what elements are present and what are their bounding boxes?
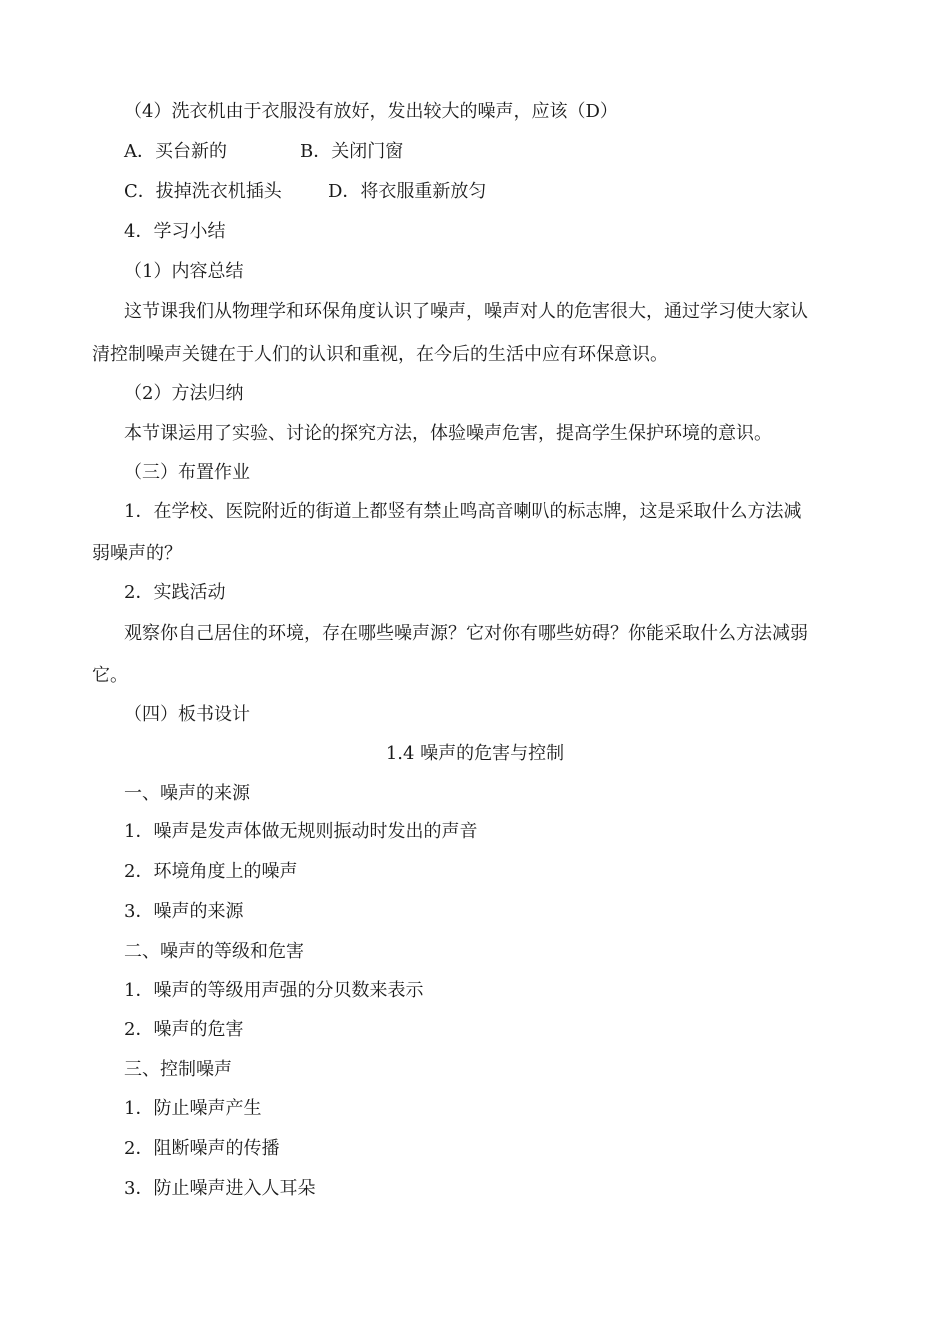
- board-section-1-item-3: 3．噪声的来源: [124, 901, 244, 922]
- option-d: D．将衣服重新放匀: [328, 181, 487, 202]
- board-section-2: 二、噪声的等级和危害: [124, 941, 304, 962]
- board-section-3-item-2: 2．阻断噪声的传播: [124, 1138, 280, 1159]
- content-summary-line-1: 这节课我们从物理学和环保角度认识了噪声，噪声对人的危害很大，通过学习使大家认: [124, 301, 808, 322]
- homework-item-1-line-2: 弱噪声的？: [92, 543, 182, 564]
- summary-heading: 4．学习小结: [124, 221, 226, 242]
- method-summary-text: 本节课运用了实验、讨论的探究方法，体验噪声危害，提高学生保护环境的意识。: [124, 423, 772, 444]
- homework-item-2-line-1: 观察你自己居住的环境，存在哪些噪声源？它对你有哪些妨碍？你能采取什么方法减弱: [124, 623, 808, 644]
- homework-item-2-heading: 2．实践活动: [124, 582, 226, 603]
- option-a: A．买台新的: [124, 141, 227, 162]
- question-4-options-row-1: [124, 140, 403, 164]
- homework-heading: （三）布置作业: [124, 462, 250, 483]
- content-summary-line-2: 清控制噪声关键在于人们的认识和重视，在今后的生活中应有环保意识。: [92, 344, 668, 365]
- question-4-stem: （4）洗衣机由于衣服没有放好，发出较大的噪声，应该（D）: [124, 101, 618, 122]
- board-section-3-item-1: 1．防止噪声产生: [124, 1098, 262, 1119]
- homework-item-1-line-1: 1．在学校、医院附近的街道上都竖有禁止鸣高音喇叭的标志牌，这是采取什么方法减: [124, 501, 802, 522]
- option-b: B．关闭门窗: [300, 141, 404, 162]
- board-section-1-item-2: 2．环境角度上的噪声: [124, 861, 298, 882]
- board-title: 1.4 噪声的危害与控制: [385, 743, 565, 764]
- board-section-2-item-2: 2．噪声的危害: [124, 1019, 244, 1040]
- board-section-1-item-1: 1．噪声是发声体做无规则振动时发出的声音: [124, 821, 478, 842]
- board-section-2-item-1: 1．噪声的等级用声强的分贝数来表示: [124, 980, 424, 1001]
- board-section-3: 三、控制噪声: [124, 1059, 232, 1080]
- content-summary-heading: （1）内容总结: [124, 261, 244, 282]
- board-design-heading: （四）板书设计: [124, 704, 250, 725]
- homework-item-2-line-2: 它。: [92, 665, 128, 686]
- question-4-options-row-2: [124, 180, 486, 204]
- board-section-1: 一、噪声的来源: [124, 783, 250, 804]
- option-c: C．拔掉洗衣机插头: [124, 181, 282, 202]
- method-summary-heading: （2）方法归纳: [124, 383, 244, 404]
- board-section-3-item-3: 3．防止噪声进入人耳朵: [124, 1178, 316, 1199]
